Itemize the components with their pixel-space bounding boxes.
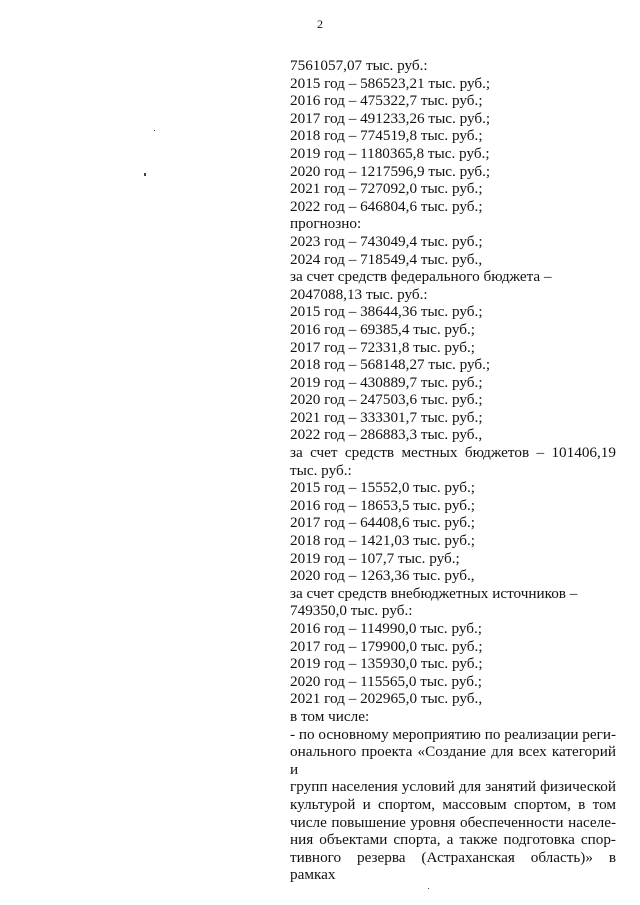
text-line: 2021 год – 727092,0 тыс. руб.; [290, 180, 483, 198]
text-line: 2022 год – 646804,6 тыс. руб.; [290, 197, 483, 215]
page-number: 2 [317, 17, 323, 31]
text-line: 2020 год – 1217596,9 тыс. руб.; [290, 162, 491, 180]
text-line: 2016 год – 475322,7 тыс. руб.; [290, 92, 483, 110]
text-line: групп населения условий для занятий физической [290, 778, 616, 796]
text-line: 2015 год – 38644,36 тыс. руб.; [290, 303, 483, 321]
text-line: 2019 год – 430889,7 тыс. руб.; [290, 373, 483, 391]
text-line: 2017 год – 179900,0 тыс. руб.; [290, 637, 483, 655]
text-line: тивного резерва (Астраханская область)» в рамках [290, 848, 616, 884]
text-line: за счет средств федерального бюджета – [290, 268, 552, 286]
text-line: 2047088,13 тыс. руб.: [290, 285, 428, 303]
text-line: 2015 год – 586523,21 тыс. руб.; [290, 74, 491, 92]
text-line: 2016 год – 114990,0 тыс. руб.; [290, 620, 482, 637]
text-line: 2018 год – 774519,8 тыс. руб.; [290, 127, 483, 145]
text-line: 749350,0 тыс. руб.: [290, 602, 413, 620]
text-line: 7561057,07 тыс. руб.: [290, 57, 428, 74]
text-line: 2024 год – 718549,4 тыс. руб., [290, 250, 483, 268]
text-line: 2020 год – 115565,0 тыс. руб.; [290, 672, 482, 690]
text-line: 2015 год – 15552,0 тыс. руб.; [290, 479, 475, 497]
text-line: 2021 год – 202965,0 тыс. руб., [290, 690, 483, 708]
text-line: 2019 год – 107,7 тыс. руб.; [290, 549, 460, 567]
text-line: 2022 год – 286883,3 тыс. руб., [290, 426, 483, 444]
text-line: за счет средств местных бюджетов – 101406,19 [290, 444, 616, 462]
text-line: 2021 год – 333301,7 тыс. руб.; [290, 408, 483, 426]
document-body [290, 57, 616, 884]
text-line: тыс. руб.: [290, 461, 352, 479]
text-line: 2017 год – 72331,8 тыс. руб.; [290, 338, 475, 356]
text-line: 2017 год – 64408,6 тыс. руб.; [290, 514, 475, 532]
text-line: онального проекта «Создание для всех категорий и [290, 743, 616, 778]
text-line: 2023 год – 743049,4 тыс. руб.; [290, 232, 483, 250]
text-line: за счет средств внебюджетных источников – [290, 584, 578, 602]
stray-mark [154, 130, 155, 131]
text-line: 2019 год – 1180365,8 тыс. руб.; [290, 144, 490, 162]
text-line: культурой и спортом, массовым спортом, в том [290, 795, 616, 813]
text-line: 2019 год – 135930,0 тыс. руб.; [290, 655, 483, 673]
stray-mark [144, 173, 146, 176]
text-line: 2018 год – 568148,27 тыс. руб.; [290, 356, 491, 374]
text-line: в том числе: [290, 707, 370, 725]
text-line: 2020 год – 247503,6 тыс. руб.; [290, 391, 483, 409]
text-line: ния объектами спорта, а также подготовка спор- [290, 831, 616, 849]
text-line: - по основному мероприятию по реализации реги- [290, 725, 616, 743]
text-line: 2020 год – 1263,36 тыс. руб., [290, 567, 475, 585]
stray-mark [428, 888, 429, 889]
text-line: 2017 год – 491233,26 тыс. руб.; [290, 109, 491, 127]
text-line: числе повышение уровня обеспеченности населе- [290, 813, 616, 831]
text-line: 2016 год – 18653,5 тыс. руб.; [290, 496, 475, 514]
text-line: 2018 год – 1421,03 тыс. руб.; [290, 532, 475, 550]
text-line: прогнозно: [290, 215, 362, 233]
text-line: 2016 год – 69385,4 тыс. руб.; [290, 320, 475, 338]
